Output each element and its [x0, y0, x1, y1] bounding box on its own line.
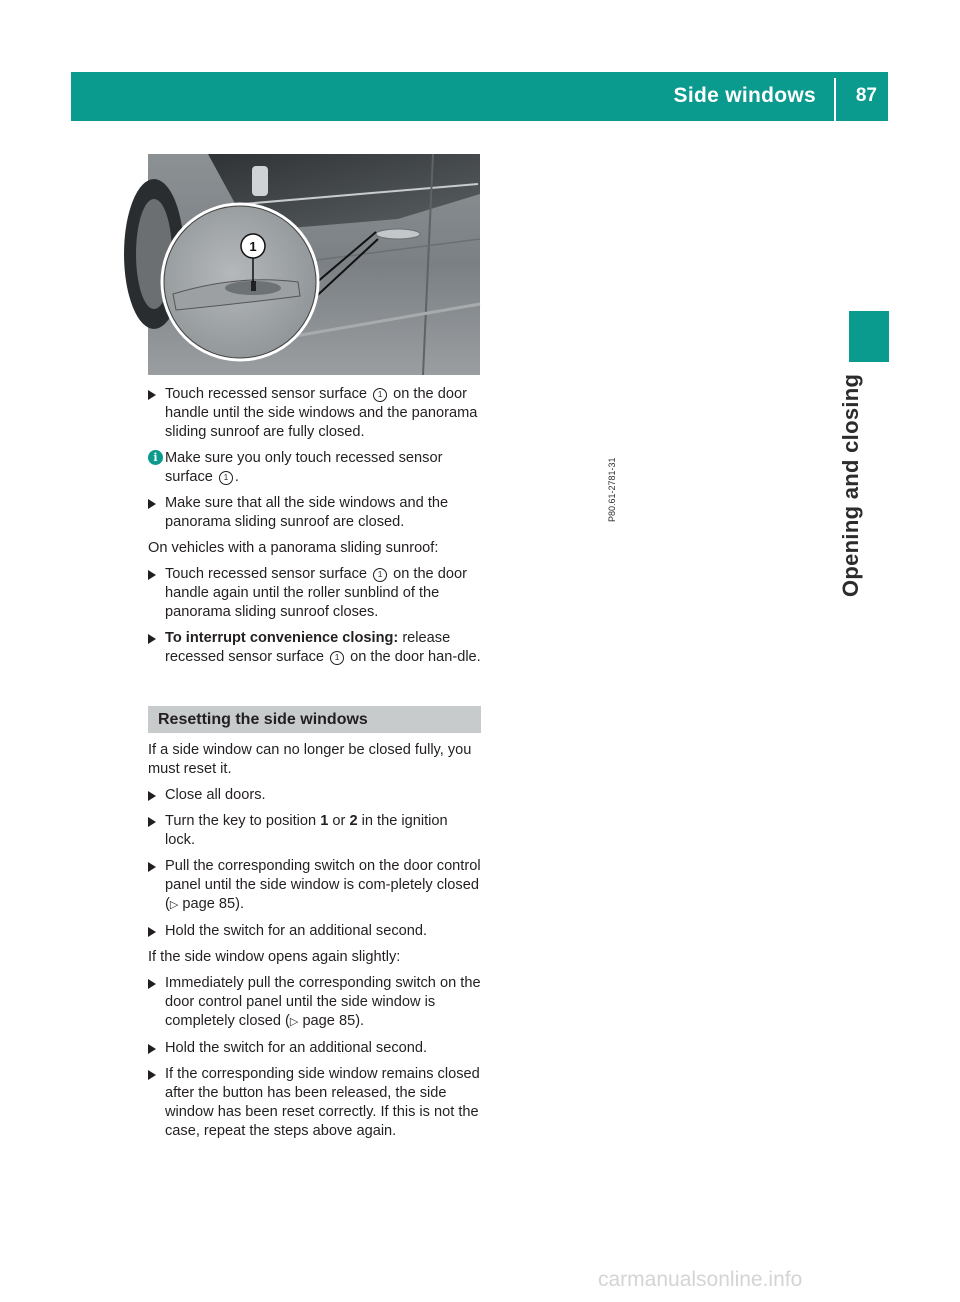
- arrow-icon: [148, 862, 156, 872]
- arrow-icon: [148, 1070, 156, 1080]
- callout-number: 1: [249, 239, 257, 254]
- step-touch-sensor: Touch recessed sensor surface 1 on the door handle until the side windows and the panorama sliding sunroof are fully closed.: [148, 385, 481, 442]
- info-icon: i: [148, 450, 163, 465]
- page-reference-link[interactable]: page 85).: [178, 896, 245, 912]
- page-reference-icon: ▷: [169, 899, 179, 911]
- body-text: [148, 385, 481, 1148]
- page-header: [71, 72, 888, 121]
- paragraph-roller: On vehicles with a panorama sliding sunroof:: [148, 540, 439, 556]
- arrow-icon: [148, 1044, 156, 1054]
- page-number: 87: [855, 85, 877, 106]
- arrow-icon: [148, 791, 156, 801]
- section-heading: Resetting the side windows: [148, 706, 481, 733]
- step-roller-sunblind: Touch recessed sensor surface 1 on the door handle again until the roller sunblind of the panorama sliding sunroof closes.: [148, 565, 481, 622]
- arrow-icon: [148, 817, 156, 827]
- page-reference-link[interactable]: page 85).: [298, 1013, 365, 1029]
- step-hold-switch-again: Hold the switch for an additional second.: [148, 1039, 481, 1058]
- car-door-drawing: [148, 154, 480, 375]
- step-immediately-pull: Immediately pull the corresponding switch on the door control panel until the side window is completely closed (▷ page 85).: [148, 974, 481, 1032]
- arrow-icon: [148, 927, 156, 937]
- callout-1-icon: 1: [373, 568, 387, 582]
- arrow-icon: [148, 634, 156, 644]
- section-intro: If a side window can no longer be closed fully, you must reset it.: [148, 742, 472, 777]
- header-title: Side windows: [673, 84, 816, 107]
- info-note: i Make sure you only touch recessed sensor surface 1 .: [148, 449, 481, 487]
- chapter-label: Opening and closing: [838, 373, 863, 597]
- step-check-closed: Make sure that all the side windows and the panorama sliding sunroof are closed.: [148, 494, 481, 532]
- arrow-icon: [148, 979, 156, 989]
- page-reference-icon: ▷: [289, 1016, 299, 1028]
- chapter-tab: [849, 311, 889, 362]
- step-interrupt: To interrupt convenience closing: release recessed sensor surface 1 on the door han-dle.: [148, 629, 481, 667]
- footer-watermark: carmanualsonline.info: [598, 1268, 803, 1291]
- arrow-icon: [148, 570, 156, 580]
- arrow-icon: [148, 499, 156, 509]
- step-window-remains: If the corresponding side window remains closed after the button has been released, the side window has been reset correctly. If this is not the case, repeat the steps above again.: [148, 1065, 481, 1141]
- callout-1-icon: 1: [330, 651, 344, 665]
- figure-code: P80.61-2781-31: [607, 457, 617, 522]
- callout-1-icon: 1: [219, 471, 233, 485]
- step-pull-switch: Pull the corresponding switch on the door control panel until the side window is com-pletely closed (▷ page 85).: [148, 857, 481, 915]
- callout-1-icon: 1: [373, 388, 387, 402]
- step-hold-switch: Hold the switch for an additional second.: [148, 922, 481, 941]
- step-close-doors: Close all doors.: [148, 786, 481, 805]
- step-turn-key: Turn the key to position 1 or 2 in the ignition lock.: [148, 812, 481, 850]
- arrow-icon: [148, 390, 156, 400]
- header-divider: [834, 78, 836, 121]
- paragraph-opens-again: If the side window opens again slightly:: [148, 949, 401, 965]
